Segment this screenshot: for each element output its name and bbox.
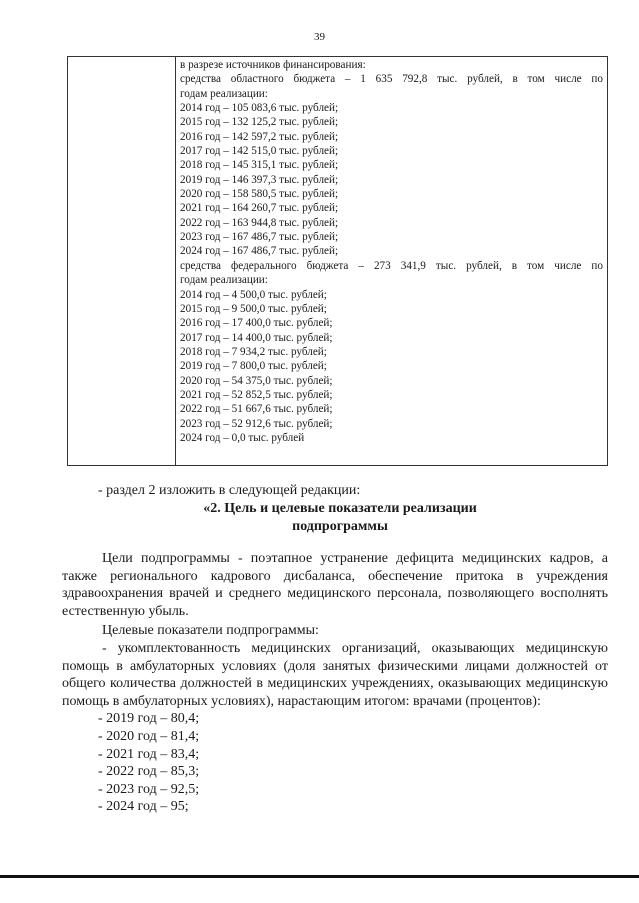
section-body [62, 550, 608, 816]
table-line: 2016 год – 17 400,0 тыс. рублей; [180, 317, 333, 330]
page-number: 39 [314, 31, 325, 43]
table-line: 2018 год – 7 934,2 тыс. рублей; [180, 345, 327, 358]
year-value-item: - 2020 год – 81,4; [98, 728, 200, 744]
table-line: 2017 год – 14 400,0 тыс. рублей; [180, 331, 333, 344]
table-right-cell [176, 57, 607, 465]
goals-paragraph: Цели подпрограммы - поэтапное устранение дефицита медицинских кадров, а также регионального кадрового дисбаланса, обеспечение притока в учреждения здравоохранения врачей и среднего медицинского персонала, позволяющего восполнять естественную убыль. [62, 551, 608, 619]
section-heading-line-2: подпрограммы [292, 519, 388, 534]
table-line: средства федерального бюджета – 273 341,9 тыс. рублей, в том числе по [180, 259, 603, 272]
indicators-label: Целевые показатели подпрограммы: [102, 623, 319, 639]
table-line: 2014 год – 4 500,0 тыс. рублей; [180, 288, 327, 301]
table-line: в разрезе источников финансирования: [180, 59, 366, 71]
table-line: 2020 год – 54 375,0 тыс. рублей; [180, 374, 333, 387]
table-line: 2017 год – 142 515,0 тыс. рублей; [180, 145, 339, 158]
year-value-item: - 2021 год – 83,4; [98, 746, 200, 762]
year-value-item: - 2024 год – 95; [98, 799, 189, 815]
year-value-item: - 2022 год – 85,3; [98, 764, 200, 780]
section-edit-instruction: - раздел 2 изложить в следующей редакции: [98, 483, 361, 498]
table-line: 2014 год – 105 083,6 тыс. рублей; [180, 102, 339, 115]
table-line: 2021 год – 52 852,5 тыс. рублей; [180, 388, 333, 401]
table-line: 2023 год – 52 912,6 тыс. рублей; [180, 417, 333, 430]
table-line: 2023 год – 167 486,7 тыс. рублей; [180, 231, 339, 244]
indicator-paragraph: - укомплектованность медицинских организаций, оказывающих медицинскую помощь в амбулаторных условиях (доля занятых физическими лицами должностей от общего количества должностей в медицинских учреждениях, оказывающих медицинскую помощь в амбулаторных условиях), нарастающим итогом: врачами (процентов): [62, 640, 608, 709]
table-line: 2015 год – 132 125,2 тыс. рублей; [180, 116, 339, 129]
table-left-cell [68, 57, 176, 465]
year-value-item: - 2019 год – 80,4; [98, 711, 200, 727]
table-line: 2022 год – 163 944,8 тыс. рублей; [180, 216, 339, 229]
section-heading [150, 500, 530, 536]
table-line: 2024 год – 167 486,7 тыс. рублей; [180, 245, 339, 258]
bottom-rule [0, 875, 639, 878]
table-line: годам реализации: [180, 274, 268, 287]
table-line: 2019 год – 7 800,0 тыс. рублей; [180, 360, 327, 373]
table-line: 2022 год – 51 667,6 тыс. рублей; [180, 403, 333, 416]
table-line: 2020 год – 158 580,5 тыс. рублей; [180, 188, 339, 201]
table-line: 2019 год – 146 397,3 тыс. рублей; [180, 173, 339, 186]
financing-table [67, 56, 608, 466]
table-line: 2016 год – 142 597,2 тыс. рублей; [180, 130, 339, 143]
table-line: 2021 год – 164 260,7 тыс. рублей; [180, 202, 339, 215]
table-line: годам реализации: [180, 87, 268, 100]
table-line: 2024 год – 0,0 тыс. рублей [180, 431, 305, 444]
table-line: 2015 год – 9 500,0 тыс. рублей; [180, 302, 327, 315]
section-heading-line-1: «2. Цель и целевые показатели реализации [203, 501, 477, 516]
year-value-item: - 2023 год – 92,5; [98, 781, 200, 797]
table-line: средства областного бюджета – 1 635 792,8 тыс. рублей, в том числе по [180, 73, 603, 86]
table-line: 2018 год – 145 315,1 тыс. рублей; [180, 159, 339, 172]
